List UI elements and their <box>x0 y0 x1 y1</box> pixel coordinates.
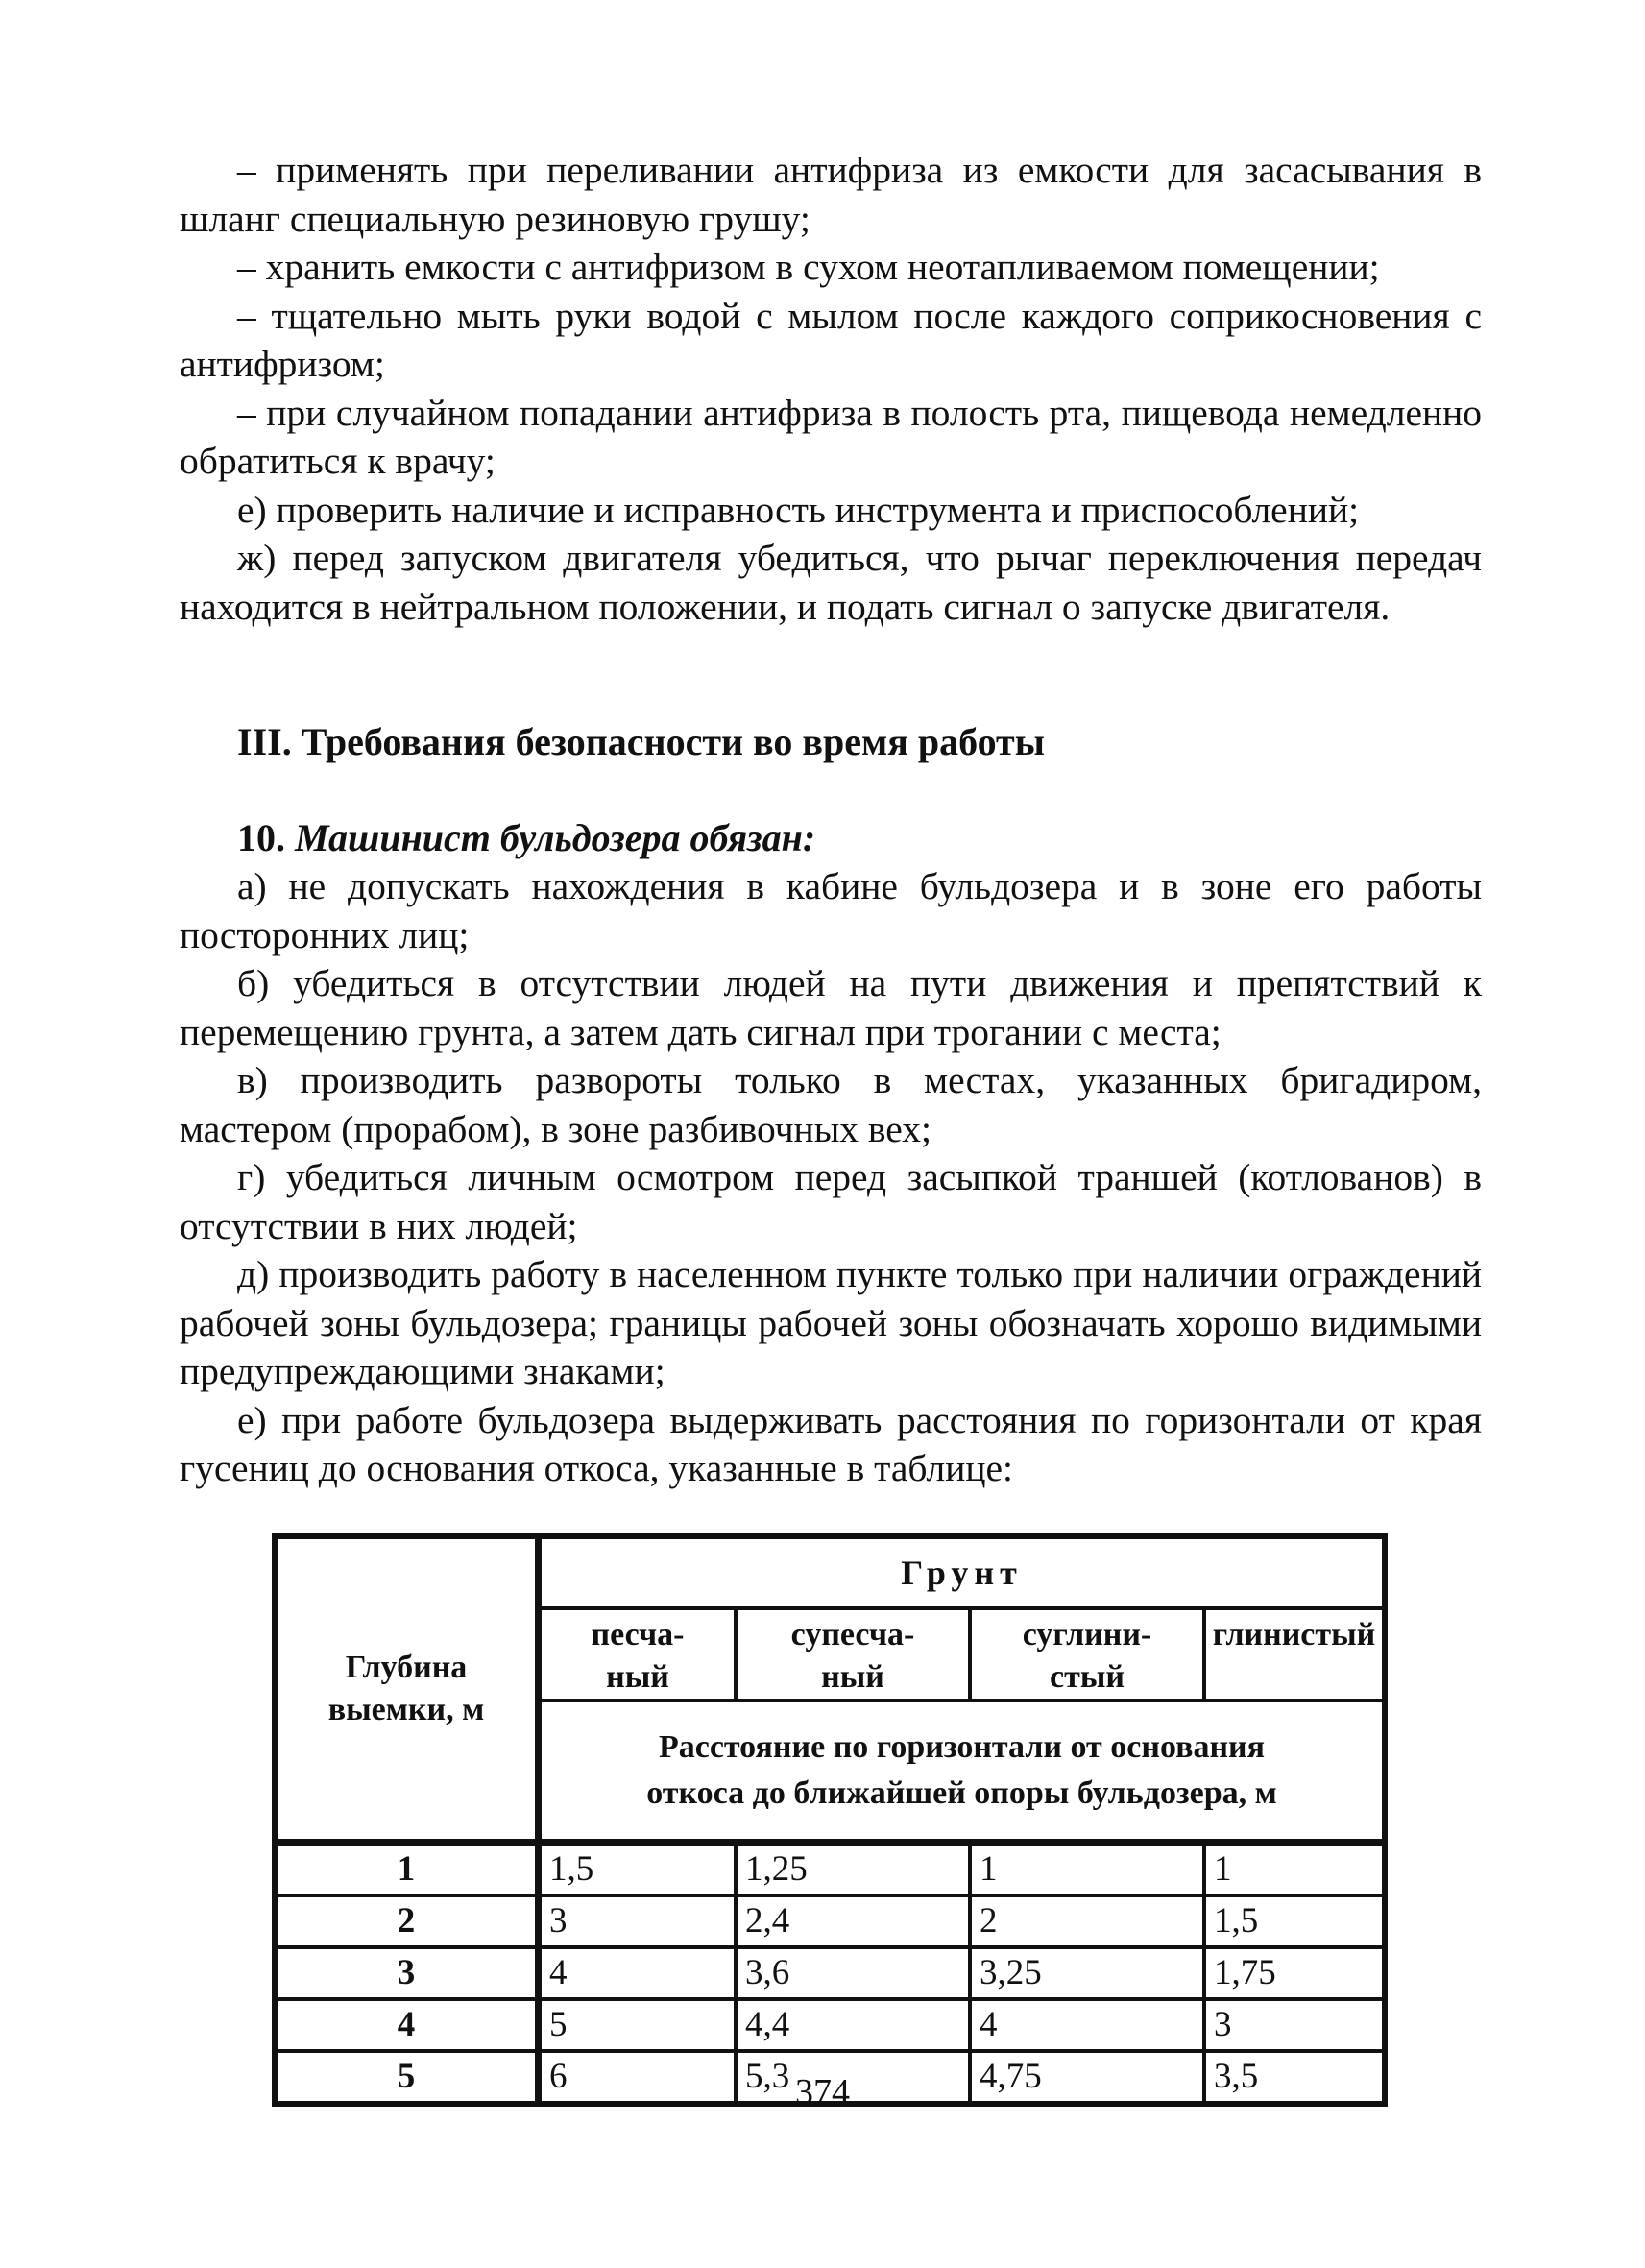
soil-type-sandy: песча- ный <box>540 1608 736 1701</box>
soil-type-loam: суглини- стый <box>970 1608 1204 1701</box>
distance-table <box>272 1533 1388 2107</box>
paragraph: е) при работе бульдозера выдерживать расстояния по горизонтали от края гусениц до основания откоса, указанные в таблице: <box>180 1398 1482 1489</box>
clause-title: Машинист бульдозера обязан: <box>295 816 816 859</box>
value-cell: 3,5 <box>1204 2051 1384 2103</box>
soil-header: Грунт <box>540 1537 1384 1608</box>
value-cell: 3,25 <box>970 1947 1204 1999</box>
paragraph: – при случайном попадании антифриза в полость рта, пищевода немедленно обратиться к врачу; <box>180 391 1482 482</box>
value-cell: 4 <box>540 1947 736 1999</box>
clause-heading <box>237 814 815 862</box>
soil-type-clay: глинистый <box>1204 1608 1384 1701</box>
value-cell: 1,5 <box>1204 1895 1384 1947</box>
value-cell: 4,75 <box>970 2051 1204 2103</box>
value-cell: 2 <box>970 1895 1204 1947</box>
section-heading: III. Требования безопасности во время работы <box>237 720 1045 763</box>
value-cell: 1 <box>970 1844 1204 1895</box>
soil-type-sandy-loam: супесча- ный <box>736 1608 970 1701</box>
table-row <box>276 1844 1384 1895</box>
value-cell: 4 <box>970 1999 1204 2051</box>
paragraph: а) не допускать нахождения в кабине бульдозера и в зоне его работы посторонних лиц; <box>180 865 1482 956</box>
value-cell: 1,25 <box>736 1844 970 1895</box>
value-cell: 1,75 <box>1204 1947 1384 1999</box>
paragraph: е) проверить наличие и исправность инструмента и приспособлений; <box>237 488 1360 531</box>
text-block-clause <box>180 862 1482 1493</box>
table-header-row <box>276 1537 1384 1608</box>
value-cell: 2,4 <box>736 1895 970 1947</box>
paragraph: – хранить емкости с антифризом в сухом неотапливаемом помещении; <box>237 246 1380 288</box>
paragraph: г) убедиться личным осмотром перед засыпкой траншей (котлованов) в отсутствии в них людей; <box>180 1156 1482 1247</box>
paragraph: – применять при переливании антифриза из емкости для засасывания в шланг специальную резиновую грушу; <box>180 149 1482 240</box>
distance-header: Расстояние по горизонтали от основания откоса до ближайшей опоры бульдозера, м <box>540 1701 1384 1844</box>
value-cell: 3,6 <box>736 1947 970 1999</box>
value-cell: 5 <box>540 1999 736 2051</box>
depth-cell: 3 <box>276 1947 540 1999</box>
value-cell: 1 <box>1204 1844 1384 1895</box>
value-cell: 1,5 <box>540 1844 736 1895</box>
text-block-top <box>180 146 1482 631</box>
depth-cell: 5 <box>276 2051 540 2103</box>
value-cell: 6 <box>540 2051 736 2103</box>
value-cell: 5,3 <box>736 2051 970 2103</box>
value-cell: 4,4 <box>736 1999 970 2051</box>
depth-cell: 4 <box>276 1999 540 2051</box>
paragraph: ж) перед запуском двигателя убедиться, что рычаг переключения передач находится в нейтральном положении, и подать сигнал о запуске двигателя. <box>180 537 1482 628</box>
table-row <box>276 1895 1384 1947</box>
paragraph: в) производить развороты только в местах, указанных бригадиром, мастером (прорабом), в зоне разбивочных вех; <box>180 1059 1482 1150</box>
depth-header: Глубина выемки, м <box>276 1537 540 1844</box>
table-row <box>276 1999 1384 2051</box>
value-cell: 3 <box>540 1895 736 1947</box>
depth-cell: 1 <box>276 1844 540 1895</box>
depth-cell: 2 <box>276 1895 540 1947</box>
value-cell: 3 <box>1204 1999 1384 2051</box>
paragraph: б) убедиться в отсутствии людей на пути движения и препятствий к перемещению грунта, а затем дать сигнал при трогании с места; <box>180 962 1482 1053</box>
page-number: 374 <box>795 2072 850 2112</box>
table-row <box>276 1947 1384 1999</box>
clause-number: 10. <box>237 816 285 859</box>
paragraph: – тщательно мыть руки водой с мылом после каждого соприкосновения с антифризом; <box>180 294 1482 385</box>
paragraph: д) производить работу в населенном пункте только при наличии ограждений рабочей зоны бульдозера; границы рабочей зоны обозначать хорошо видимыми предупреждающими знаками; <box>180 1253 1482 1392</box>
